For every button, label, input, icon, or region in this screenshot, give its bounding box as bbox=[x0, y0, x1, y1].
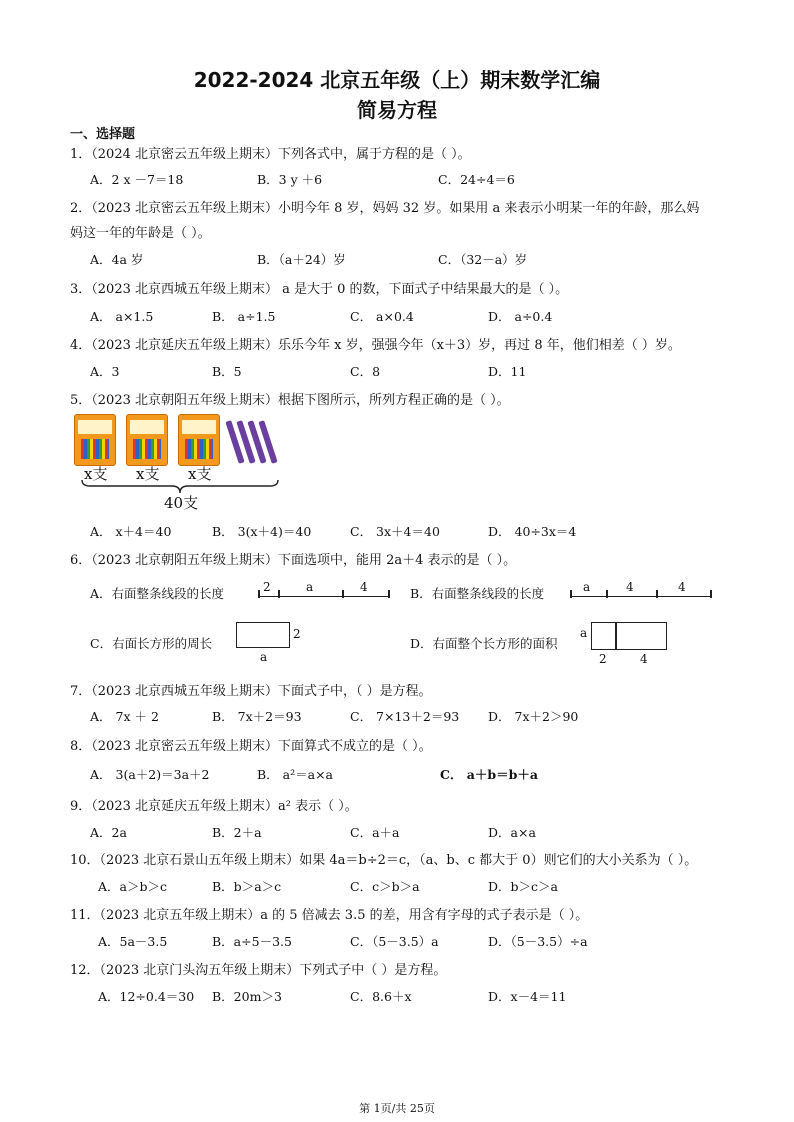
q2-option-b: B．（a＋24）岁 bbox=[257, 252, 346, 267]
q8-option-a: A． 3(a＋2)＝3a＋2 bbox=[90, 767, 210, 782]
q2-option-a: A．4a 岁 bbox=[90, 252, 144, 267]
q11-option-d: D．（5－3.5）÷a bbox=[488, 934, 588, 949]
q6-option-d: D．右面整个长方形的面积 bbox=[410, 636, 558, 651]
q9-option-d: D．a×a bbox=[488, 825, 536, 840]
question-1: 1．（2024 北京密云五年级上期末）下列各式中，属于方程的是（ ）。 bbox=[70, 147, 471, 162]
q1-option-a: A．2 x －7＝18 bbox=[90, 172, 184, 187]
q9-option-b: B．2＋a bbox=[212, 825, 262, 840]
box-label-3: x支 bbox=[188, 465, 212, 483]
q2-option-c: C．（32－a）岁 bbox=[438, 252, 528, 267]
q5-option-b: B． 3(x＋4)＝40 bbox=[212, 524, 312, 539]
question-10: 10．（2023 北京石景山五年级上期末）如果 4a＝b÷2＝c，（a、b、c 都大于 0）则它们的大小关系为（ ）。 bbox=[70, 853, 698, 868]
q6-b-label-3: 4 bbox=[678, 580, 686, 594]
q12-option-a: A．12÷0.4＝30 bbox=[98, 989, 195, 1004]
q1-option-b: B．3 y ＋6 bbox=[257, 172, 323, 187]
question-2-line2: 妈这一年的年龄是（ ）。 bbox=[70, 226, 211, 241]
q4-option-b: B．5 bbox=[212, 364, 242, 379]
document-subtitle: 简易方程 bbox=[357, 98, 437, 122]
q11-option-b: B．a÷5－3.5 bbox=[212, 934, 292, 949]
section-heading: 一、选择题 bbox=[70, 127, 136, 142]
total-label: 40支 bbox=[164, 494, 199, 512]
q9-option-c: C．a＋a bbox=[350, 825, 400, 840]
q5-option-a: A． x＋4＝40 bbox=[90, 524, 172, 539]
question-9: 9．（2023 北京延庆五年级上期末）a² 表示（ ）。 bbox=[70, 799, 358, 814]
q6-d-bottom-2: 4 bbox=[640, 652, 648, 666]
question-4: 4．（2023 北京延庆五年级上期末）乐乐今年 x 岁，强强今年（x＋3）岁，再过 8 年，他们相差（ ）岁。 bbox=[70, 338, 681, 353]
q7-option-d: D． 7x＋2＞90 bbox=[488, 709, 579, 724]
q11-option-a: A．5a－3.5 bbox=[98, 934, 168, 949]
q12-option-b: B．20m＞3 bbox=[212, 989, 282, 1004]
q10-option-b: B．b＞a＞c bbox=[212, 879, 282, 894]
q4-option-a: A．3 bbox=[90, 364, 120, 379]
question-11: 11．（2023 北京五年级上期末）a 的 5 倍减去 3.5 的差，用含有字母的式子表示是（ ）。 bbox=[70, 908, 589, 923]
box-label-1: x支 bbox=[84, 465, 108, 483]
question-8: 8．（2023 北京密云五年级上期末）下面算式不成立的是（ ）。 bbox=[70, 739, 432, 754]
q11-option-c: C．（5－3.5）a bbox=[350, 934, 439, 949]
question-7: 7．（2023 北京西城五年级上期末）下面式子中，（ ）是方程。 bbox=[70, 684, 432, 699]
q3-option-c: C． a×0.4 bbox=[350, 309, 414, 324]
q6-a-label-1: 2 bbox=[263, 580, 271, 594]
q10-option-c: C．c＞b＞a bbox=[350, 879, 420, 894]
page-number: 第 1页/共 25页 bbox=[359, 1102, 435, 1115]
pencil-box-2 bbox=[126, 414, 168, 466]
q6-option-b: B．右面整条线段的长度 bbox=[410, 586, 545, 601]
q6-d-side: a bbox=[580, 626, 588, 640]
q7-option-b: B． 7x＋2＝93 bbox=[212, 709, 302, 724]
q3-option-b: B． a÷1.5 bbox=[212, 309, 276, 324]
q12-option-d: D．x－4＝11 bbox=[488, 989, 567, 1004]
q7-option-a: A． 7x ＋ 2 bbox=[90, 709, 159, 724]
q5-option-c: C． 3x＋4＝40 bbox=[350, 524, 440, 539]
q6-option-a: A．右面整条线段的长度 bbox=[90, 586, 225, 601]
q6-b-label-1: a bbox=[583, 580, 591, 594]
question-3: 3．（2023 北京西城五年级上期末） a 是大于 0 的数，下面式子中结果最大的是（ ）。 bbox=[70, 282, 569, 297]
box-label-2: x支 bbox=[136, 465, 160, 483]
q6-c-side: 2 bbox=[293, 627, 301, 641]
q4-option-c: C．8 bbox=[350, 364, 381, 379]
q8-option-c: C． a＋b＝b＋a bbox=[440, 767, 538, 782]
q3-option-a: A． a×1.5 bbox=[90, 309, 154, 324]
q1-option-c: C．24÷4＝6 bbox=[438, 172, 515, 187]
q6-a-label-2: a bbox=[306, 580, 314, 594]
q8-option-b: B． a²＝a×a bbox=[257, 767, 334, 782]
question-5: 5．（2023 北京朝阳五年级上期末）根据下图所示，所列方程正确的是（ ）。 bbox=[70, 393, 510, 408]
pencil-box-1 bbox=[74, 414, 116, 466]
q3-option-d: D． a÷0.4 bbox=[488, 309, 553, 324]
q9-option-a: A．2a bbox=[90, 825, 127, 840]
q10-option-a: A．a＞b＞c bbox=[98, 879, 167, 894]
document-title: 2022-2024 北京五年级（上）期末数学汇编 bbox=[193, 68, 601, 92]
q6-option-c: C．右面长方形的周长 bbox=[90, 636, 213, 651]
q7-option-c: C． 7×13＋2＝93 bbox=[350, 709, 460, 724]
q6-b-label-2: 4 bbox=[626, 580, 634, 594]
question-2: 2．（2023 北京密云五年级上期末）小明今年 8 岁，妈妈 32 岁。如果用 a 来表示小明某一年的年龄，那么妈 bbox=[70, 201, 700, 216]
q6-c-bottom: a bbox=[260, 650, 268, 664]
q6-a-label-3: 4 bbox=[360, 580, 368, 594]
q10-option-d: D．b＞c＞a bbox=[488, 879, 558, 894]
question-6: 6．（2023 北京朝阳五年级上期末）下面选项中，能用 2a＋4 表示的是（ ）。 bbox=[70, 553, 517, 568]
q12-option-c: C．8.6＋x bbox=[350, 989, 412, 1004]
q4-option-d: D．11 bbox=[488, 364, 527, 379]
q6-d-bottom-1: 2 bbox=[599, 652, 607, 666]
pencil-box-3 bbox=[178, 414, 220, 466]
question-12: 12．（2023 北京门头沟五年级上期末）下列式子中（ ）是方程。 bbox=[70, 963, 447, 978]
q5-option-d: D． 40÷3x＝4 bbox=[488, 524, 577, 539]
